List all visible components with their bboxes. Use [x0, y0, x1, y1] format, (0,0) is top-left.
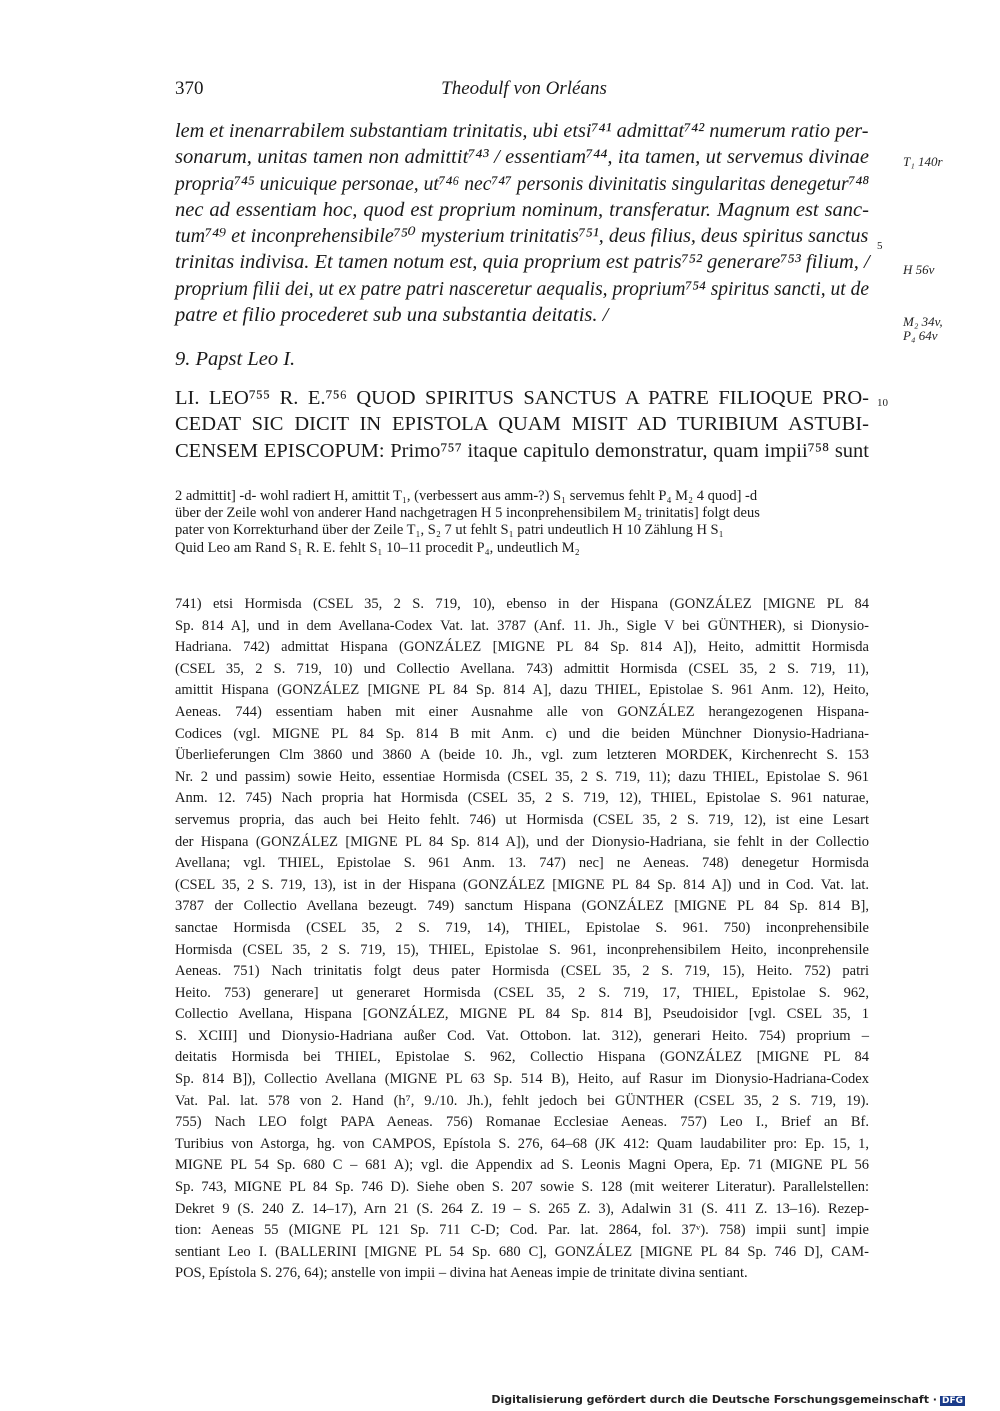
- footnote-line: 3787 der Collectio Avellana bezeugt. 749) sanctum Hispana (GONZÁLEZ [MIGNE PL 84 Sp. 814 B],: [175, 898, 869, 915]
- footer-credit: [491, 1393, 965, 1406]
- footnote-line: (CSEL 35, 2 S. 719, 13), ist in der Hispana (GONZÁLEZ [MIGNE PL 84 Sp. 814 A]) und in Cod. Vat. lat.: [175, 876, 869, 893]
- line-number-10: 10: [877, 397, 888, 409]
- apparatus-line: Quid Leo am Rand S₁ R. E. fehlt S₁ 10–11 procedit P₄, undeutlich M₂: [175, 539, 580, 556]
- footnote-line: MIGNE PL 54 Sp. 680 C – 681 A); vgl. die Appendix ad S. Leonis Magni Opera, Ep. 71 (MIGNE PL 56: [175, 1157, 869, 1174]
- footnote-line: Überlieferungen Clm 3860 und 3860 A (beide 10. Jh., vgl. zum letzteren MORDEK, Kirchenrecht S. 153: [175, 747, 869, 764]
- margin-siglum-m2: M₂ 34v,: [903, 314, 943, 329]
- footnote-line: Anm. 12. 745) Nach propria hat Hormisda (CSEL 35, 2 S. 719, 12), THIEL, Epistolae S. 961 naturae,: [175, 790, 869, 807]
- main-text-line: tum⁷⁴⁹ et inconprehensibile⁷⁵⁰ mysterium trinitatis⁷⁵¹, deus filius, deus spiritus sanctus: [175, 225, 869, 248]
- running-title: [0, 78, 1000, 100]
- footnote-line: Nr. 2 und passim) sowie Heito, essentiae Hormisda (CSEL 35, 2 S. 719, 11); dazu THIEL, Epistolae S. 961: [175, 768, 869, 785]
- apparatus-line: 2 admittit] -d- wohl radiert H, amittit T₁, (verbessert aus amm-?) S₁ servemus fehlt P₄ M₂ 4 quod] -d: [175, 488, 758, 504]
- footnote-line: deitatis Hormisda bei THIEL, Epistolae S. 962, Collectio Hispana (GONZÁLEZ [MIGNE PL 84: [175, 1049, 869, 1066]
- footnote-line: Hormisda (CSEL 35, 2 S. 719, 15), THIEL, Epistolae S. 961, inconprehensibilem Heito, inconprehensile: [175, 941, 869, 958]
- main-text-line: lem et inenarrabilem substantiam trinitatis, ubi etsi⁷⁴¹ admittat⁷⁴² numerum ratio per-: [175, 120, 869, 142]
- margin-siglum-h: H 56v: [903, 262, 935, 277]
- chapter-caption: [175, 385, 869, 464]
- main-text-line: sonarum, unitas tamen non admittit⁷⁴³ / essentiam⁷⁴⁴, ita tamen, ut servemus divinae: [175, 146, 869, 169]
- apparatus-line: über der Zeile wohl von anderer Hand nachgetragen H 5 inconprehensibilem M₂ trinitatis] folgt deus: [175, 505, 760, 522]
- footnotes: [175, 594, 869, 1285]
- footnote-line: Vat. Pal. lat. 578 von 2. Hand (h⁷, 9./10. Jh.), fehlt jedoch bei GÜNTHER (CSEL 35, 2 S. 719, 19).: [175, 1092, 869, 1109]
- caption-line: CEDAT SIC DICIT IN EPISTOLA QUAM MISIT AD TURIBIUM ASTUBI-: [175, 413, 869, 436]
- running-title-text: Theodulf von Orléans: [441, 78, 607, 99]
- line-number-5: 5: [877, 240, 883, 252]
- footer-text: Digitalisierung gefördert durch die Deutsche Forschungsgemeinschaft ·: [491, 1393, 937, 1406]
- dfg-logo: DFG: [941, 1396, 963, 1406]
- main-text-line: trinitas indivisa. Et tamen notum est, quia proprium est patris⁷⁵² generare⁷⁵³ filium, /: [175, 251, 870, 274]
- critical-apparatus: [175, 488, 869, 557]
- footnote-line: Aeneas. 751) Nach trinitatis folgt deus pater Hormisda (CSEL 35, 2 S. 719, 15), Heito. 752) patri: [175, 963, 869, 980]
- caption-line: LI. LEO⁷⁵⁵ R. E.⁷⁵⁶ QUOD SPIRITUS SANCTUS A PATRE FILIOQUE PRO-: [175, 387, 869, 409]
- margin-siglum-t1: T₁ 140r: [903, 154, 943, 169]
- footnote-line: Dekret 9 (S. 240 Z. 14–17), Arn 21 (S. 264 Z. 19 – S. 265 Z. 3), Adalwin 31 (S. 411 Z. 13–16). Rezep-: [175, 1200, 869, 1217]
- page-number: 370: [175, 78, 204, 99]
- main-text-line: patre et filio procederet sub una substantia deitatis. /: [175, 304, 609, 327]
- main-text-line: propria⁷⁴⁵ unicuique personae, ut⁷⁴⁶ nec⁷⁴⁷ personis divinitatis singularitas denegetur⁷⁴⁸: [175, 172, 870, 195]
- caption-line: CENSEM EPISCOPUM: Primo⁷⁵⁷ itaque capitulo demonstratur, quam impii⁷⁵⁸ sunt: [175, 439, 869, 462]
- footnote-line: Sp. 814 B]), Collectio Avellana (MIGNE PL 63 Sp. 514 B), Heito, auf Rasur im Dionysio-Hadriana-Codex: [175, 1071, 869, 1088]
- main-text-line: nec ad essentiam hoc, quod est proprium nominum, transferatur. Magnum est sanc-: [175, 198, 869, 221]
- footnote-line: der Hispana (GONZÁLEZ [MIGNE PL 84 Sp. 814 A]), und der Dionysio-Hadriana, sie fehlt in der Collectio: [175, 833, 869, 850]
- footnote-line: Aeneas. 744) essentiam haben mit einer Ausnahme alle von GONZÁLEZ herangezogenen Hispana-: [175, 703, 869, 720]
- apparatus-line: pater von Korrekturhand über der Zeile T₁, S₂ 7 ut fehlt S₁ patri undeutlich H 10 Zählung H S₁: [175, 522, 724, 539]
- footnote-line: servemus propria, das auch bei Heito fehlt. 746) ut Hormisda (CSEL 35, 2 S. 719, 12), ist eine Lesart: [175, 811, 869, 828]
- footnote-line: Heito. 753) generare] ut generaret Hormisda (CSEL 35, 2 S. 719, 17, THIEL, Epistolae S. 962,: [175, 984, 869, 1001]
- footnote-line: Turibius von Astorga, hg. von CAMPOS, Epístola S. 276, 64–68 (JK 412: Quam laudabiliter pro: Ep. 15, 1,: [175, 1135, 869, 1152]
- footnote-line: Hadriana. 742) admittat Hispana (GONZÁLEZ [MIGNE PL 84 Sp. 814 A]), Heito, admittit Hormisda: [175, 639, 869, 656]
- section-heading: 9. Papst Leo I.: [175, 348, 296, 370]
- footnote-line: amittit Hispana (GONZÁLEZ [MIGNE PL 84 Sp. 814 A], dazu THIEL, Epistolae S. 961 Anm. 12), Heito,: [175, 682, 869, 699]
- margin-siglum-p4: P₄ 64v: [903, 328, 938, 343]
- footnote-line: 755) Nach LEO folgt PAPA Aeneas. 756) Romanae Ecclesiae Aeneas. 757) Leo I., Brief an Bf.: [175, 1114, 869, 1131]
- footnote-line: Sp. 814 A], und in dem Avellana-Codex Vat. lat. 3787 (Anf. 11. Jh., Sigle V bei GÜNTHER), si Dionysio-: [175, 617, 869, 634]
- main-text: [175, 118, 869, 328]
- footnote-line: (CSEL 35, 2 S. 719, 10) und Collectio Avellana. 743) admittit Hormisda (CSEL 35, 2 S. 719, 11),: [175, 660, 869, 677]
- footnote-line: sanctae Hormisda (CSEL 35, 2 S. 719, 14), THIEL, Epistolae S. 961. 750) inconprehensibile: [175, 919, 869, 936]
- footnote-line: POS, Epístola S. 276, 64); anstelle von impii – divina hat Aeneas impie de trinitate divina sentiant.: [175, 1265, 748, 1282]
- footnote-line: Sp. 743, MIGNE PL 84 Sp. 746 D). Siehe oben S. 207 sowie S. 128 (mit weiterer Literatur). Parallelstellen:: [175, 1179, 869, 1196]
- footnote-line: 741) etsi Hormisda (CSEL 35, 2 S. 719, 10), ebenso in der Hispana (GONZÁLEZ [MIGNE PL 84: [175, 596, 869, 612]
- footnote-line: S. XCIII] und Dionysio-Hadriana außer Cod. Vat. Ottobon. lat. 312), generari Heito. 754) proprium –: [175, 1027, 869, 1044]
- footnote-line: tion: Aeneas 55 (MIGNE PL 121 Sp. 711 C-D; Cod. Par. lat. 2864, fol. 37ᵛ). 758) impii sunt] impie: [175, 1222, 869, 1239]
- footnote-line: Collectio Avellana, Hispana [GONZÁLEZ, MIGNE PL 84 Sp. 814 B], Pseudoisidor [vgl. CSEL 35, 1: [175, 1006, 869, 1023]
- footnote-line: Codices (vgl. MIGNE PL 84 Sp. 814 B mit Anm. c) und die beiden Münchner Dionysio-Hadriana-: [175, 725, 869, 742]
- footnote-line: Avellana; vgl. THIEL, Epistolae S. 961 Anm. 13. 747) nec] ne Aeneas. 748) denegetur Hormisda: [175, 855, 869, 872]
- main-text-line: proprium filii dei, ut ex patre patri nasceretur aequalis, proprium⁷⁵⁴ spiritus sancti, ut de: [175, 277, 869, 300]
- footnote-line: sentiant Leo I. (BALLERINI [MIGNE PL 54 Sp. 680 C], GONZÁLEZ [MIGNE PL 84 Sp. 746 D], CAM-: [175, 1243, 869, 1260]
